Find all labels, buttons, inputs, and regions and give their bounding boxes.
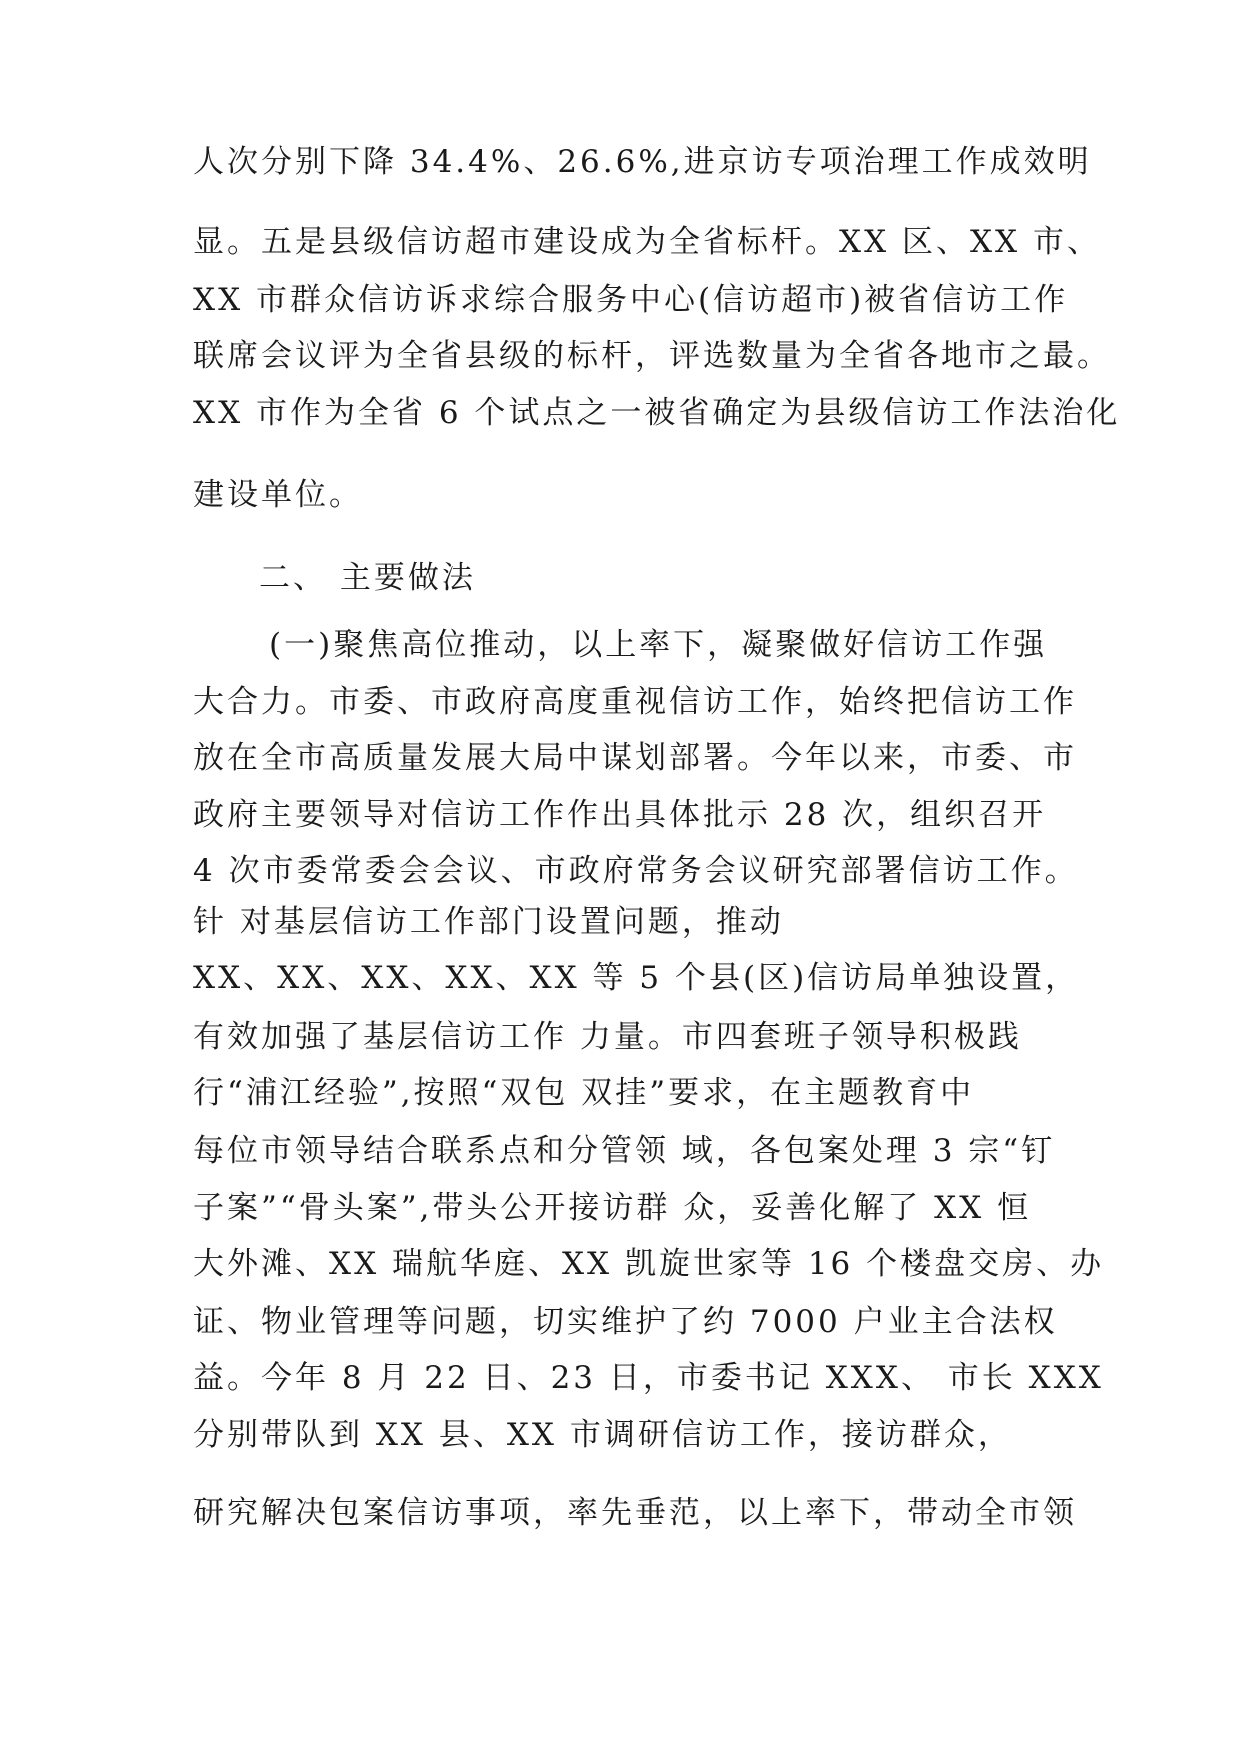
text-line: 行“浦江经验”,按照“双包 双挂”要求，在主题教育中 [193, 1075, 975, 1111]
text-line: XX 市群众信访诉求综合服务中心(信访超市)被省信访工作 [193, 282, 1069, 318]
text-line: 政府主要领导对信访工作作出具体批示 28 次，组织召开 [193, 797, 1047, 833]
text-line: 显。五是县级信访超市建设成为全省标杆。XX 区、XX 市、 [193, 224, 1101, 260]
text-line: 子案”“骨头案”,带头公开接访群 众，妥善化解了 XX 恒 [193, 1190, 1032, 1226]
text-line: 放在全市高质量发展大局中谋划部署。今年以来，市委、市 [193, 740, 1077, 776]
text-line: 每位市领导结合联系点和分管领 域，各包案处理 3 宗“钉 [193, 1133, 1056, 1169]
text-line: 研究解决包案信访事项，率先垂范，以上率下，带动全市领 [193, 1495, 1077, 1531]
text-line: 有效加强了基层信访工作 力量。市四套班子领导积极践 [193, 1019, 1022, 1055]
text-line: 联席会议评为全省县级的标杆，评选数量为全省各地市之最。 [193, 338, 1111, 374]
text-line: 证、物业管理等问题，切实维护了约 7000 户业主合法权 [193, 1304, 1058, 1340]
text-line: 建设单位。 [193, 477, 363, 513]
paragraph-first-line: (一)聚焦高位推动，以上率下，凝聚做好信访工作强 [269, 627, 1048, 663]
text-line: 4 次市委常委会会议、市政府常务会议研究部署信访工作。 [193, 853, 1079, 889]
text-line: 益。今年 8 月 22 日、23 日，市委书记 XXX、 市长 XXX [193, 1360, 1104, 1396]
text-line: 大外滩、XX 瑞航华庭、XX 凯旋世家等 16 个楼盘交房、办 [193, 1246, 1105, 1282]
text-line: XX 市作为全省 6 个试点之一被省确定为县级信访工作法治化 [193, 395, 1121, 431]
text-line: 针 对基层信访工作部门设置问题，推动 [193, 904, 784, 940]
text-line: 人次分别下降 34.4%、26.6%,进京访专项治理工作成效明 [193, 144, 1092, 180]
text-line: 分别带队到 XX 县、XX 市调研信访工作，接访群众， [193, 1417, 1012, 1453]
text-line: 大合力。市委、市政府高度重视信访工作，始终把信访工作 [193, 684, 1077, 720]
text-line: XX、XX、XX、XX、XX 等 5 个县(区)信访局单独设置， [193, 960, 1080, 996]
section-heading: 二、 主要做法 [259, 560, 476, 596]
